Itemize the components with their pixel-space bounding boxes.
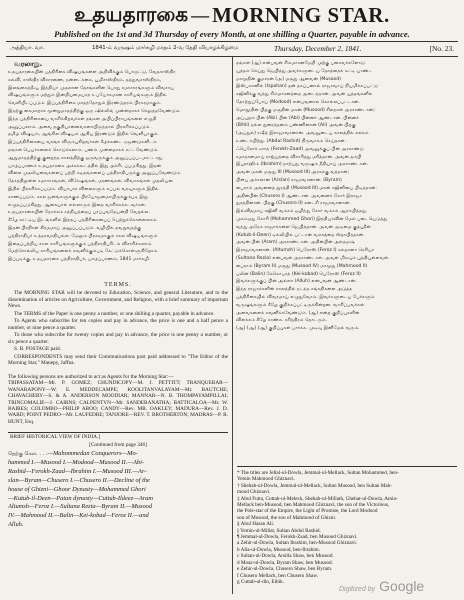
footnote-line: mood Ghiznavi. (237, 489, 271, 496)
footnote-line: || Yemin-ul-Millat, Sultan Abdul Rashid. (237, 527, 321, 534)
history-english-text: slan—Byram—Chusero I.—Chusero II.—Decline of the (8, 476, 150, 484)
tamil-text-line: கஜினிக்கு வந்து சிம்மாசனத்தை அடைந்தான். அவன் யுத்தங்களில் (236, 92, 373, 98)
history-english-text: Altumsh—Feroz I.—Sultana Rezia—Byram II.—Musood (8, 503, 153, 511)
history-english-text: Rashid—Ferokh-Zaad—Ibrahim I.—Musood III.—Ar- (8, 467, 147, 475)
history-english-text: house of Ghizni—Ghoor Dynasty—Mohammed Ghori (8, 485, 146, 493)
tamil-text-line: துரத்தினான். பிறகு (Chusero II) கடைசி ராஜாவானான். (236, 201, 351, 207)
footnote-line: a Zehir-ul-Dowla, Sultan Ibrahim, ben-Musood Ghiznavi. (237, 540, 358, 547)
right-column (236, 60, 456, 333)
tamil-text-line: பத்திராதிபர் உத்தரவாதியல்ல. மேலும் பிரசுரமாகும் சகல விஷயங்களும் (8, 233, 158, 239)
dateline (6, 44, 458, 56)
footnote-line: Yemin Mahmood Ghiznavi. (237, 476, 295, 483)
watermark-prefix: Digitized by (339, 586, 376, 593)
tamil-text-line: தமிழ் விஷயம், ஆங்கில விஷயம் ஆகிய இரண்டும் இதில் வெளியாகும். (8, 132, 159, 138)
tamil-text-line: பின்பு அர்சலான் (Arslan) ராஜாவானான். (Byram) (236, 177, 342, 183)
issue-number: [No. 23. (429, 44, 454, 53)
tamil-text-line: யாழ்ப்பாணம் உதயதாரகை அச்சுக்கூடத்தில் இது அச்சிடப்படுகிறது. இதன் (8, 163, 162, 169)
issue-date: Thursday, December 2, 1841. (274, 44, 362, 53)
history-english-text: —Mahommedan Conquerors—Mo- (47, 450, 138, 457)
masthead-dash: — (191, 4, 210, 25)
tamil-text-line: தங்கள் (ஆ) என்பவன் சிம்மாசனமேறி முற்கு பகைவர்களோடு (236, 61, 366, 66)
footnote-line: the Pole-star of the Empire, the Light of Promise, the Lord Modood (237, 508, 378, 515)
tamil-article-continued (236, 60, 456, 333)
history-line (8, 450, 230, 459)
footnote-line: e Zehir-ul-Dowla, Chusero Shaw, ben Byram. (237, 566, 333, 573)
tamil-text-line: வருஷங்களும் கீழே குறிக்கப்பட்டிருக்கின்றன. வாசிப்பவர்கள் (236, 302, 365, 308)
history-header (8, 434, 228, 448)
history-article (8, 450, 230, 530)
tamil-text-line: அனுப்பலாம். அவை தகுதியானவைகளாயிருந்தால் பிரசுரிக்கப்படும். (8, 124, 151, 130)
history-line (8, 477, 230, 486)
terms-paragraph: The MORNING STAR will be devoted to Education, Science, and general Literature, and to the dissemination of articles on Agriculture, Government, and Religion, with a brief summary of important News. (8, 290, 228, 309)
tamil-text-line: இவ்விதமாய் கஜினி வம்சம் ஒழிந்து கோர் வம்சம் ஆரம்பித்தது. (236, 209, 368, 215)
terms-section (8, 290, 228, 368)
terms-paragraph: The TERMS of the Paper is one penny a number, or one shilling a quarter, payable in advance. (14, 310, 215, 317)
footnote-line: Mellack ben-Musood, ben Mahmood Ghiznavi, the son of the Victorious, (237, 502, 390, 509)
left-column (8, 60, 228, 264)
tamil-text-line: சமாதானமாய் ராஜ்யத்தை விசாரித்து மரித்தான். அவன் தம்பி (236, 154, 362, 160)
terms-paragraph: To Agents who subscribe for ten copies and pay in advance, the price is one and a half pence a number, or nine pence a quarter. (8, 318, 228, 331)
history-line (8, 512, 230, 521)
tamil-text-line: (Sultana Rezia) என்பவள் அரசாண்டாள். அவள் மிகவும் புத்தியுள்ளவள். (236, 255, 390, 261)
footnote-line: c Sultan-ul-Dowla, Arsilla Shaw, ben Musood. (237, 553, 334, 560)
tamil-text-line: பலின் (Balin) கேகொபாத் (Kei-kobad) பெரோஸ் (Feroz II) (236, 271, 361, 277)
footnote-line: b Alla-ul-Dowla, Musood, ben-Ibrahim. (237, 546, 320, 553)
tamil-text-line: வெளியிடப்படும். இப்பத்திரிகை மாதந்தோறும் இரண்டுதரம் பிரசுரமாகும். (8, 101, 162, 107)
tamil-text-line: பைராம் அவனைத் துரத்தி (Musood III) மகன் கஜினியை பிடித்தான். (236, 185, 377, 191)
tamil-text-line: இபுராஹிம் (Ibrahim) நாற்பது வருஷம் நீதியாய் அரசாண்டான். (236, 162, 369, 168)
tamil-text-line: யுத்தம் செய்து ஜெயித்து அவர்களுடைய தேசத்தைக் கட்டி யாண்ட (236, 68, 373, 74)
tamil-text-line: வந்து அநேக ராஜாக்களை ஜெயித்தான். அவன் அடிமை குத்புதீன் (236, 224, 371, 230)
tamil-text-line: உதயதாரகையின் பத்திரிகை விஷயங்களை அறிவிக்கும் பொருட்டு, வேதசாஸ்திர (8, 70, 176, 75)
history-english-text: hammed I.—Musood I.—Modood—Musood II.—Abi- (8, 458, 144, 466)
newspaper-page (6, 1, 458, 594)
tamil-text-line: இப்படிக்கு, உதயதாரகை பத்திராதிபர், யாழ்ப்பாணம், 1841 மார்கழி. (8, 257, 151, 263)
history-title: BRIEF HISTORICAL VIEW OF INDIA.] (10, 434, 100, 440)
tamil-heading: வரலாறு. (14, 60, 43, 68)
terms-paragraph: To those who subscribe for twenty copies and pay in advance, the price is one penny a number, or six pence a quarter. (8, 332, 228, 345)
agents-list: TRIPASSATAM—Mr. P. GOMEZ; CHUNDICOPY—M. J. PETTITT; TRANQUEBAR—WANARAPONY—W. E. MEDDECAMPE; KOOLITANVALAYAM—Mr. BAUTCHE; CHAVACHERY—S. & A. ANDERSON MOODIAR; MANNAR—N. B. THOMPAYAMPILLAI; TRINCOMALIE—J. CAIRNS; CALPENTYN—Mr. SANDERANATHA; BATTICALOA—Mr. W. BAIRES; COLOMBO—PHILIP ABOO; CANDY—Rev. MR. OAKLEY; MADURA—Rev. J. D. WARD; POINT PEDRO—Mr. LAUFEDRE; TANJORE—REV. T. BROTHERTON; MADRAS—P. R. HUNT, Esq. (8, 380, 228, 425)
footnote-line: g Cuttab-ul-din, Eibik. (237, 578, 284, 585)
history-line (8, 486, 230, 495)
masthead (6, 1, 458, 27)
publication-line: Published on the 1st and 3d Thursday of every Month, at one shilling a Quarter, payable in advance. (54, 29, 410, 39)
tamil-text-line: கீழே காட்டிய இடங்களில் இந்தப் பத்திரிகையைப் பெற்றுக்கொள்ளலாம். (8, 218, 158, 224)
tamil-text-line: இலங்கைத்தீவு, இந்தியா முதலான தேசங்களின் பொது சமாசாரங்களும் விவசாய (8, 85, 175, 91)
history-line (8, 521, 230, 530)
top-rule (6, 41, 458, 42)
tamil-text-line: மொதூதின் பிறகு மசூதின் மகன் (Musood) சிலநாள் அரசாண்டான்; (236, 107, 375, 113)
history-tamil-lead: தெற்கு கெள. . . . (8, 451, 48, 457)
footnotes (237, 470, 457, 585)
history-line (8, 468, 230, 477)
agents-section (8, 374, 228, 425)
tamil-text-line: இதில் பிரசுரிக்கப்படும். வியாபார விலைகளும் கப்பல் வரவுகளும் இதில் (8, 186, 159, 192)
tamil-text-line: அவன் பின் (Aram) அரசாண்டான். அதின்பின் அல்தமஷ் (236, 240, 355, 246)
footnote-line: ‡ Abul Futta, Cuttab-ul-Meleck, Shehab-ul-Millath, Ghebat-ul-Dowla, Amin- (237, 495, 398, 502)
tamil-text-line: (Kutub-il-Deen) டில்லியில் பட்டான் வம்சத்தை ஸ்தாபித்தான். (236, 232, 365, 238)
tamil-text-line: உண்டாயிற்று. (Abdul Rashid) நிருவாகம் செய்தான். (236, 138, 347, 144)
agents-intro: The following persons are authorized to act as Agents for the Morning Star:— (8, 374, 174, 380)
tamil-text-line: (Bihli) நல்ல துரைத்தனம் பண்ணினான் (Ali) அவன் பிறகு (236, 123, 356, 129)
tamil-text-line: இப்பத்திரிகையை வாங்க விரும்புகிறவர்கள் கீழ்க்கண்ட ஏஜண்டுகளிடம் (8, 140, 157, 146)
tamil-text-line: இந்த ராஜாக்களின் காலத்தில் நடந்த சங்கதிகளை அடுத்த (236, 287, 353, 293)
tamil-text-line: கல்வி, சாஸ்திர விசாரணை, நன்னடக்கை, பூமிசாஸ்திரம், தத்துவசாஸ்திரம், (8, 77, 162, 83)
tamil-text-line: காணப்படும். சகல ஜனங்களுக்கும் பிரயோஜனமாயிருக்கும்படி இது (8, 194, 149, 200)
tamil-text-line: பத்திரிகையில் விவரமாய் எழுதுவோம். இவர்களுடைய பேர்களும் (236, 294, 375, 300)
tamil-text-line: (அப்துல்) ரஷீத் இராஜாவானான். அவனுடைய காலத்தில் கலகம் (236, 131, 369, 137)
date-tamil: 1841-ம் வருஷம் மார்கழி மாதம் 2-வ தேதி வியாழக்கிழமை (92, 45, 239, 51)
footnote-line: † Shehab-ul-Dowla, Jemmal-ul-Mellack, Sultan Musood, ben Sultan Mah- (237, 482, 393, 489)
tamil-text-line: தோற்றுப்போய் (Modood) என்பவனால் கொல்லப்பட்டான். (236, 99, 360, 105)
history-continued: [Continued from page 346] (89, 442, 147, 448)
history-line (8, 495, 230, 504)
tamil-text-line: இதன் பிரதிகள் கிரமமாய் அனுப்பப்படும். வழியில் தவறுவதற்கு (8, 225, 142, 231)
tamil-text-line: அதின்பின் (Chusero I) ஆண்டான். அவனைக் கோர் இராஜா (236, 193, 362, 199)
footnote-line: f Chusero Mellack, ben Chusero Shaw. (237, 572, 319, 579)
tamil-text-line: இஸ்பகானில் (Ispahan) தன் தகப்பனால் ராஜாவாய் நியமிக்கப்பட்டு (236, 84, 378, 90)
tamil-text-line: விஷயங்களும் மற்றும் இன்றியமையாத உபயோகமான காரியங்களும் இதில் (8, 93, 167, 99)
history-english-text: IV.—Mahmood II.—Balin—Kei-kobad—Feroz II.—and (8, 512, 149, 520)
history-line (8, 459, 230, 468)
tamil-article (8, 69, 228, 264)
footnote-line: * The titles are Jellal-ul-Dowla, Jemmal-ul-Mellack, Sultan Mohammed, ben- (237, 470, 399, 476)
tamil-text-line: முகம்மது கோரி (Mohammed Ghori) இந்தியாவின் மேல் படையெடுத்து (236, 216, 388, 222)
tamil-text-line: ஃபெரோக் ஸாத் (Ferokh-Zaad) அவனுக்குப் பின் அரசாண்டு (236, 146, 364, 152)
tamil-text-line: தங்கள் பெயர்களைக் கொடுக்கலாம். பணம் முன்னதாகக் கட்டவேண்டும். (8, 147, 159, 153)
digitized-watermark (339, 578, 424, 594)
history-line (8, 503, 230, 512)
tamil-text-line: விளக்கம் கீழே காண்க. சரித்திரம் தொடரும். (236, 318, 327, 324)
tamil-text-line: அவைகளைக் கவனிக்கவேண்டும். (ஆ) என்ற குறிப்புகளின் (236, 310, 360, 316)
notes-rule (237, 466, 457, 467)
tamil-text-line: தேசத்திலுள்ள சமாசாரங்கள், விசேஷங்கள், மரணங்கள், விவாகங்கள் முதலியன (8, 179, 173, 185)
tamil-text-line: அப்புறம் பின் (Abi) பின் (Abi) பின்னர் ஆண்டான். பின்னர் (236, 115, 359, 121)
volume-tamil: அத்தியா. வா. (10, 45, 45, 51)
footnote-line: § Abul Hasan Ali. (237, 521, 275, 528)
tamil-text-line: பைராம் (Byram II) மசூது (Musood IV) மாமூது (Mahmood II) (236, 263, 368, 269)
column-divider (232, 57, 233, 594)
tamil-text-line: எழுதப்படுகிறது. ஆகையால் எல்லாரும் இதை வாசிக்கக்கடவர்கள். (8, 202, 147, 208)
tamil-text-line: அவன் மகன் மசூது III (Musood III) அரசுக்கு வந்தான்; (236, 170, 350, 176)
terms-heading: TERMS. (104, 282, 132, 288)
tamil-text-line: ஆறுமாதத்திற்கு குறைந்த காலத்திற்கு ஒருவருக்கும் அனுப்பப்படமாட்டாது. (8, 155, 164, 161)
terms-paragraph: S. B. POSTAGE paid. (14, 346, 61, 352)
footnote-line: son of Musood, the son of Mahmood of Ghizni. (237, 514, 337, 521)
watermark-brand: Google (379, 578, 425, 594)
footnote-line: ¶ Jemmal-ul-Dowla, Ferokh-Zaad, ben Musood Ghiznavi. (237, 534, 358, 541)
tamil-text-line: இதற்கு கைமாறாக மூன்றுமாதத்திற்கு ஒரு ஷில்லிங் முன்னதாகச் செலுத்தவேண்டும். (8, 108, 181, 114)
masthead-tamil-title: உதயதாரகை (74, 1, 189, 26)
tamil-text-line: இவர்களுக்குப் பின் அல்லா (Alluh) என்பவன் ஆண்டான். (236, 279, 357, 285)
terms-paragraph: CORRESPONDENTS may send their Communications post paid addressed to "The Editor of the Morning Star," Manepy, Jaffna. (8, 353, 228, 366)
tamil-text-line: (ஆ) (ஆ) (ஆ) குறிப்புகள் பார்க்க. முடிவு இனிமேல் வரும். (236, 326, 360, 332)
tamil-text-line: உதயதாரகையின் நோக்கம் சத்தியத்தைப் பரப்புவதேயன்றி வேறல்ல. (8, 210, 150, 216)
tamil-text-line: இதைப்பற்றிய சகல காரியங்களுக்கும் பத்திராதிபரிடம் விசாரிக்கலாம். (8, 241, 153, 247)
tamil-text-line: இந்த பத்திரிகையை வாசிக்கிறவர்கள் தங்கள் அபிப்பிராயங்களை எழுதி (8, 116, 157, 122)
footnote-line: d Moaz-ul-Dowla, Byram Shaw, ben Musood. (237, 559, 333, 566)
history-english-text: —Kutub-il-Deen—Patan dynasty—Cuttub-Ildeez—Aram (8, 494, 154, 502)
tamil-text-line: விலை முதலியவைகளைப் பற்றி கடிதங்களைப் பத்திராதிபருக்கு அனுப்பவேண்டும். (8, 171, 182, 177)
history-english-text: Alluh. (8, 521, 24, 529)
tamil-text-line: இராஜாவானான். (Altumsh) பெரோஸ் (Feroz I) சுல்தானா ரெசியா (236, 248, 375, 254)
tamil-text-line: மேற்சொல்லிய காரியங்களைக் கவனிக்கும்படி கேட்டுக்கொள்ளுகிறோம். (8, 249, 159, 255)
masthead-english-title: MORNING STAR. (212, 2, 390, 27)
history-rule (8, 432, 228, 433)
tamil-text-line: மாமூதின் குமாரன் (அ) மசூது ஆனவன் (Musood) (236, 76, 341, 82)
